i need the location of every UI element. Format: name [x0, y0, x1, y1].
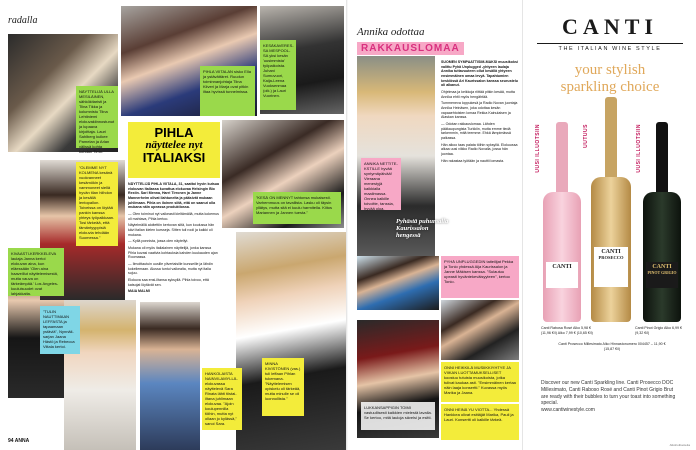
section-tag: radalla [8, 15, 38, 26]
caption-sara-rinata: HANKOLAISTA NAINVILAMYLLÄ-elokuvassa näyttelevä Sara Rinata lähti tiistai-iltana juhlimaan elokuvaa. "Ajoin koulupennilla töihin, mutta nyt ollaan jo kylässä," sanoi Sara. [202, 368, 242, 430]
annika-headline [357, 26, 507, 56]
page-number: 94 ANNA [8, 438, 30, 444]
caption-annika-nettite: ANNIKA NETTITE-KSTILLE hyvää syntymäpäivää! Vieraana menestyjä kaikkialla maailmassa. Onnea kaikille toivoitte, tanssia, hyvää oloa. [361, 158, 401, 210]
photo-two-women [236, 232, 346, 450]
ad-slogan-line1: your stylish [574, 62, 646, 78]
badge-new-rose: UUSI ILLUOTSIIN [535, 124, 541, 173]
article-paragraph: — Kyllä ponnista, jossa olen näytellyt. [128, 239, 189, 244]
article-byline: MAIA MALMI [128, 289, 150, 294]
caption-pyha-unplugged: PYHÄ UNPLUGGEDIN taiteilijat Pekka ja Tonio yhdessä Aija Kaurissalon ja Janne Mäkisen kanssa. "Sulautuu upeasti hyväntekeväisyyteen", kertoo Tonio. [441, 256, 519, 298]
caption-minna-kivistonen: MINNA KIVISTÖNEN (vas.) tuli leffaan Pihlan tukemana. "Näyttelemisen opiskelu oli tärkeää, mutta minulle se oli luonnollista." [262, 358, 304, 416]
bottle-prosecco-sub: PROSECCO [598, 255, 624, 260]
ad-slogan-line2: sparkling choice [560, 78, 660, 95]
canti-advertisement[interactable] [522, 0, 696, 450]
annika-lead: SUOMEN SYMPAATTISIM-MAKSI muusikoksi valittu Pyhä Unplugged -yhtyeen laulaja Annika tuttavuuteen ollut kesällä yhtyeen ensimmäinen omaa levyä. Tapahtumien keskiössä Ari Kaurissalon kanssa seurustelu oli alkanut. [441, 60, 518, 88]
headline-box [128, 122, 220, 178]
bottle-pinot-grigio [643, 122, 681, 322]
article-paragraph: Hän rakastaa työtään ja nauttii lomasta. [441, 158, 505, 163]
article-paragraph: Tummeneva loppukesä ja Radio Novan juontaja Annika Heinäsen, joka odottaa kesän vapaaehtoisten lomaa Rekka Kainulaisen ja Alaskan kanssa. [441, 101, 518, 120]
caption-rose-price: Canti Rabosa Rosé Alko 5,98 € (11,96 €/l) Alko 7,99 € (10,65 €/l) [541, 326, 593, 335]
article-paragraph: — Odotan rakkauslomaa. Lähden pääkaupungista Turkkiin, mutta emme tiedä tarkemmin, mitä teemme. Ehkä lämpimässä paikassa. [441, 122, 511, 141]
photo-man-blue-shirt [140, 302, 200, 450]
caption-mesilainen: NÄYTTELIJÄ ULLA MESILÄINEN, sähkökitaristi ja Tiina Tikka ja kolumnistu Tiina Lehtiniemi elokuvakiinnostunut ja lupaava kirjoittaja. Lauri Sahlberg kulkee Pamelan ja Arlan välissä kohta kohdan Timo. [76, 86, 118, 148]
article-paragraph: — Olen toiminut nyt vaikeasti kieltämällä, mutta kokemus oli mahtava, Pihla kertoo. [128, 212, 219, 221]
photo-band-pekka [357, 256, 439, 310]
bottle-prosecco-label: CANTI [601, 249, 621, 255]
article-pihla [128, 182, 220, 300]
photo-pyha-band [441, 300, 519, 360]
article-paragraph: — Ilmoittautuin uusille ylivertaisille kursseille ja lähdin kokeilemaan. Alussa tuntui vaikealta, mutta nyt italia sujuu. [128, 262, 213, 276]
bottle-pinot-sub: PINOT GRIGIO [647, 270, 677, 275]
caption-kesa-on-mennyt: "KESÄ ON MENNYT tahtonsa mukaisesti. Varhemmuus on tavallista. Lasku oli täysin yllätys, mutta sitä ei kuulu harmitella. Kiitos Mariannen ja Jannen tuesta." [253, 192, 341, 224]
annika-headline-line2: RAKKAUSLOMAA [357, 42, 464, 55]
article-paragraph: Ohjelmaa ja keikkoja riittää pitkin kesää, mutta Annika ehtii myös hengähtää. [441, 90, 515, 99]
bottle-rose-label: CANTI [552, 264, 572, 270]
annika-headline-line1: Annika odottaa [357, 26, 425, 38]
caption-olemme-nyt: "OLEMME NYT KOLMENA kesänä vuokranneet kesämökin ja vammoneet siellä hyvän tilan hiihdon ja kesällä lentopallon. Toiveissa on löytää pankin kanssa yhteys työpaikkaan. Tosi tärkeää, että tämäntyyppisiä elokuvia tehdään Suomessa." [76, 162, 118, 246]
ad-footer-text: Discover our new Canti Sparkling line. Canti Prosecco DOC Millesimato, Canti Raboso Rosé and Canti Pinot Grigio Brut are ready with their bubbles to turn your toast into something special. [541, 380, 676, 407]
ad-brand: CANTI [562, 14, 658, 39]
ad-divider [537, 43, 683, 44]
pull-quote: Pyhästä puhumalla Kaurissalon hengessä [396, 218, 449, 239]
caption-pihla-viitala: PIHLA VIITALAN sisko Ella ja ystävättäret. Ruudun toiminnanjohtaja Tiina Kiiveri ja Marja ovat pitkin iltaa hyvissä tunnelmissa. [200, 66, 255, 116]
headline-line3: ITALIAKSI [142, 150, 206, 166]
caption-pinot-price: Canti Pinot Grigio Alko 6,99 € (9,32 €/l) [635, 326, 682, 335]
caption-lukkansappi: LUKKANSAPPIGIN TOIMI vastuullisesti kaikkien mielestä lavalla. Se kertoo, mitä lauloja sävelsi ja esitti. [361, 402, 435, 430]
caption-prosecco-price: Canti Prosecco Millesimato Alko Hinnastonumero 004457 – 11,90 € (15,87 €/l) [558, 342, 666, 351]
headline-line1: PIHLA [154, 125, 194, 140]
caption-tulin-nauttimaan: "TULIN NAUTTIMAAN LEFFASTA ja tapaamaan ystäviä", Nynnäli-sarjan Jaana Hästö ja Rebecca Viitala kertoi. [40, 306, 80, 354]
ad-fine-print: Alkoholituoteita [669, 443, 690, 447]
caption-onni-heina: ONNI HEINÄ YU VIOTTA... Yhdessä Hankkea olivat esittäjät Marika, Pauli ja Lauri. Konsertti oli kaikille tärkeä. [441, 404, 519, 440]
badge-new-pinot: UUSI ILLUOTSIIN [636, 124, 642, 173]
article-annika [441, 60, 519, 246]
bottle-rose [543, 122, 581, 322]
article-paragraph: Mukana oli myös italialainen näyttelijä, jonka kanssa Pihla kuvasi vaativia kohtauksia kahden kuukauden ajan Roomassa. [128, 246, 218, 260]
ad-slogan [523, 62, 696, 95]
ad-url-link[interactable]: www.cantiwinestyle.com [541, 407, 595, 413]
ad-tagline: THE ITALIAN WINE STYLE [558, 46, 662, 52]
caption-onni-heikkila: ONNI HEIKKILÄ MUSIIKKIYHTYE JA VIIKAN LUOTTAMUKSELLISET koostuu tutuista muusikoista, jotka tulivat kaukaa asti. "Ensimmäinen kertaa näin laaja konsertti." Kuvassa myös Marika ja Jaana. [441, 362, 519, 402]
caption-kesakaveri: KESÄKAVERES-SA MESPOOL-SA yksi kesän 'uusimmista' työpaikoista. Juhani Sumuvuori, Kaija-Leena Vuoksenmaa (oik.) ja Lauri Vuorinen. [260, 40, 296, 110]
article-paragraph: Hän aikoo taas palata töihin syksyllä. Elokuussa alkaa uusi viikko Radio Novalla, jossa hän juontaa. [441, 142, 518, 157]
bottle-prosecco [591, 97, 631, 322]
headline-line2: näyttelee nyt [145, 138, 203, 151]
bottle-pinot-label: CANTI [652, 264, 672, 270]
badge-new-prosecco: UUTUUS [583, 124, 589, 148]
article-paragraph: Elokuva saa ensi-iltansa syksyllä. Pihla toivoo, että katsojat löytävät sen. [128, 278, 209, 287]
caption-janna: KIVAASTI-KERKKELEVA laulaja Janna kertoi elokuvan aina, kun eläessään 'Olen aina haaveillut näyttelemisestä, mutta vauva on tärkeämpää.' Los Angeles-kuuluisuudet ovat lahjakkaita. [8, 248, 64, 296]
article-paragraph: Näytelmällä aloitettiin kertovan siitä, kun koulussa hän kävi italian kielen kursseja. Sitten tuli rooli ja kaikki oli mukana. [128, 223, 215, 237]
article-lead: NÄYTTELIJÄ PIHLA VIITALA, 31, saattoi hyvin kutsua elokuvan Italiassa kuvattua elokuvaa Helsingin Bio Rexiin. Sari Menna, Harri Tirronen ja Janne Mannerheim olivat ilahtuneita ja pääsivät mukaan juhlimaan. Pihla on iloinen siitä, että on saanut olla mukana näin upeassa produktiossa. [128, 182, 220, 210]
